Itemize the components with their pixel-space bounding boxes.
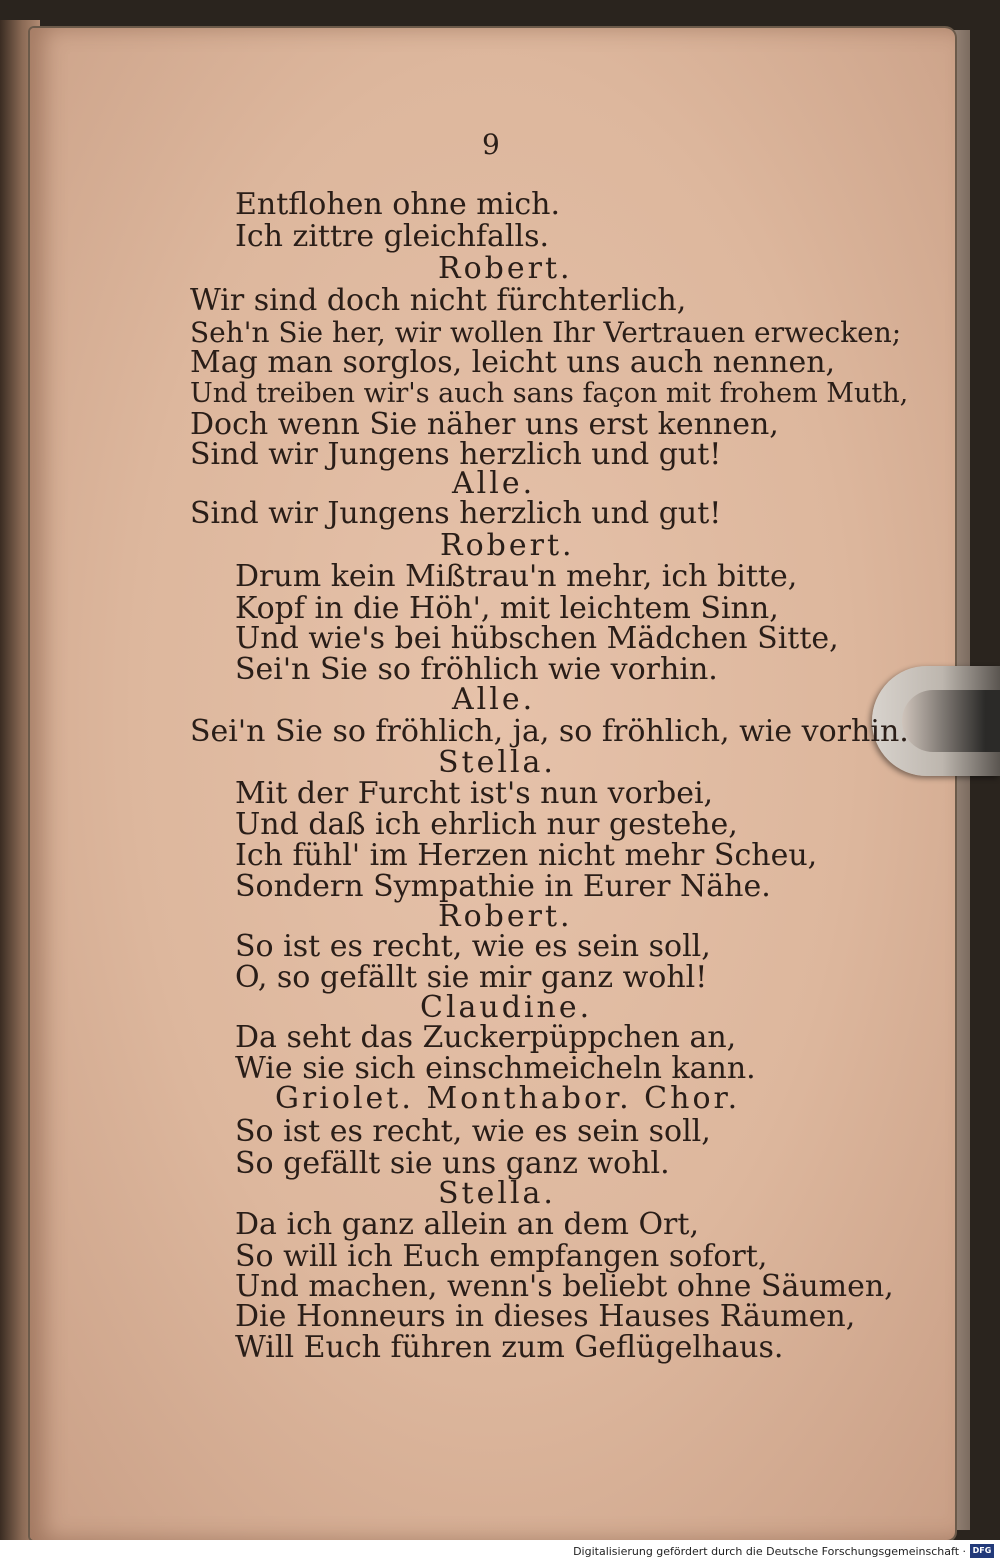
verse-line: Doch wenn Sie näher uns erst kennen, xyxy=(190,407,779,442)
speaker-name: Griolet. Monthabor. Chor. xyxy=(275,1081,741,1116)
verse-line: Und treiben wir's auch sans façon mit frohem Muth, xyxy=(190,378,909,409)
verse-line: Sei'n Sie so fröhlich, ja, so fröhlich, wie vorhin. xyxy=(190,714,909,749)
speaker-name: Robert. xyxy=(438,251,573,286)
speaker-name: Stella. xyxy=(438,1176,556,1211)
verse-line: Wie sie sich einschmeicheln kann. xyxy=(235,1051,756,1086)
speaker-name: Robert. xyxy=(438,899,573,934)
verse-line: So will ich Euch empfangen sofort, xyxy=(235,1239,768,1274)
speaker-name: Robert. xyxy=(440,528,575,563)
verse-line: Entflohen ohne mich. xyxy=(235,187,560,222)
page-number: 9 xyxy=(482,128,500,161)
page-clip-inner xyxy=(902,690,1000,752)
verse-line: Da ich ganz allein an dem Ort, xyxy=(235,1207,699,1242)
speaker-name: Stella. xyxy=(438,745,556,780)
speaker-name: Claudine. xyxy=(420,990,593,1025)
verse-line: Drum kein Mißtrau'n mehr, ich bitte, xyxy=(235,559,798,594)
verse-line: Seh'n Sie her, wir wollen Ihr Vertrauen erwecken; xyxy=(190,316,902,349)
verse-line: Mit der Furcht ist's nun vorbei, xyxy=(235,776,714,811)
speaker-name: Alle. xyxy=(452,466,536,501)
dfg-logo: DFG xyxy=(970,1544,994,1558)
verse-line: Sind wir Jungens herzlich und gut! xyxy=(190,437,722,472)
verse-line: Und wie's bei hübschen Mädchen Sitte, xyxy=(235,621,839,656)
verse-line: So gefällt sie uns ganz wohl. xyxy=(235,1146,670,1181)
verse-line: Mag man sorglos, leicht uns auch nennen, xyxy=(190,345,836,380)
verse-line: Kopf in die Höh', mit leichtem Sinn, xyxy=(235,591,779,626)
verse-line: Sind wir Jungens herzlich und gut! xyxy=(190,496,722,531)
verse-line: So ist es recht, wie es sein soll, xyxy=(235,929,711,964)
verse-line: Ich fühl' im Herzen nicht mehr Scheu, xyxy=(235,838,818,873)
verse-line: Sei'n Sie so fröhlich wie vorhin. xyxy=(235,652,718,687)
verse-line: Und machen, wenn's beliebt ohne Säumen, xyxy=(235,1269,894,1304)
verse-line: Und daß ich ehrlich nur gestehe, xyxy=(235,807,738,842)
verse-line: Ich zittre gleichfalls. xyxy=(235,219,550,254)
verse-line: Sondern Sympathie in Eurer Nähe. xyxy=(235,869,771,904)
verse-line: Wir sind doch nicht fürchterlich, xyxy=(190,283,687,318)
footer-credit: Digitalisierung gefördert durch die Deutsche Forschungsgemeinschaft · xyxy=(573,1545,966,1558)
verse-line: Da seht das Zuckerpüppchen an, xyxy=(235,1020,737,1055)
verse-line: Die Honneurs in dieses Hauses Räumen, xyxy=(235,1299,856,1334)
verse-line: Will Euch führen zum Geflügelhaus. xyxy=(235,1330,784,1365)
speaker-name: Alle. xyxy=(452,682,536,717)
verse-line: So ist es recht, wie es sein soll, xyxy=(235,1114,711,1149)
verse-line: O, so gefällt sie mir ganz wohl! xyxy=(235,960,708,995)
